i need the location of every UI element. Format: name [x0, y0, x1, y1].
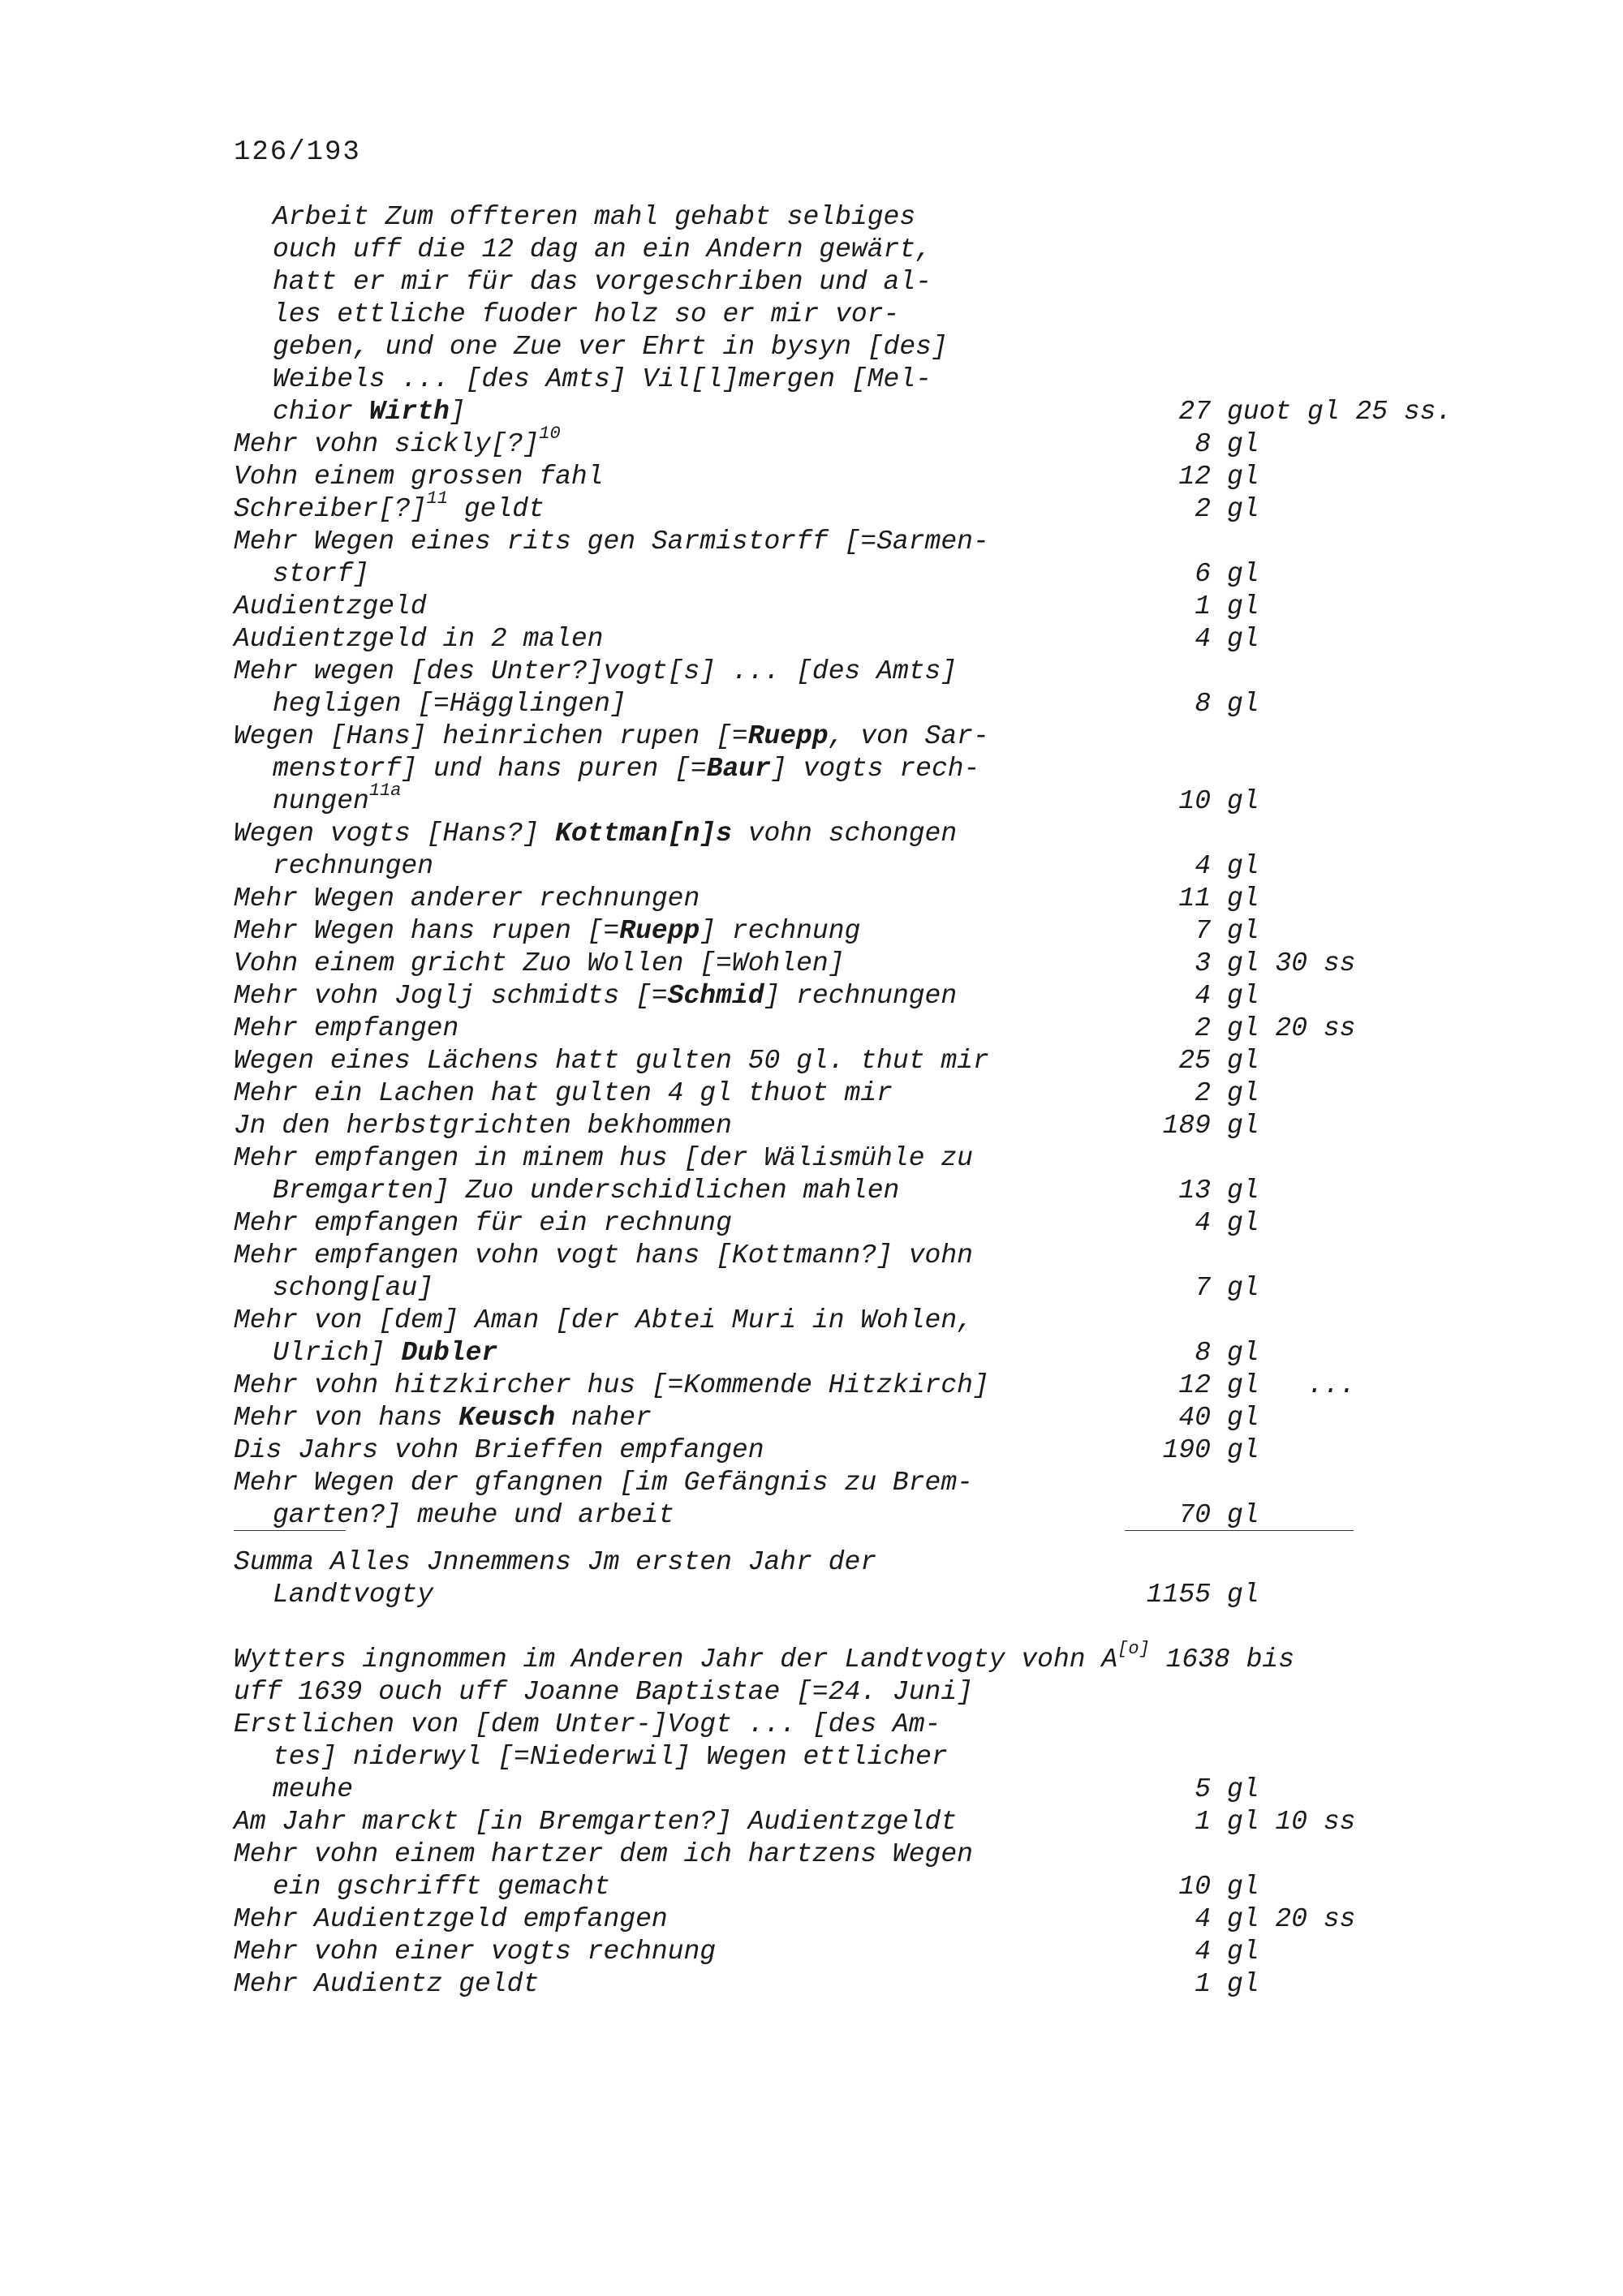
- page-number: 126/193: [234, 137, 361, 168]
- ledger-line: [234, 1774, 1500, 1806]
- amount-unit: gl 20 ss: [1227, 1013, 1356, 1043]
- ledger-line: [234, 1936, 1500, 1968]
- spacer: [234, 1611, 1500, 1644]
- entry-amount: [1113, 1369, 1355, 1402]
- entry-text: Ulrich] Dubler: [273, 1338, 498, 1368]
- entry-amount: [1113, 785, 1259, 818]
- entry-amount: [1113, 396, 1452, 428]
- ledger-line: [234, 591, 1500, 623]
- entry-amount: [1113, 1871, 1259, 1903]
- amount-number: 12: [1178, 462, 1211, 492]
- ledger-line: [234, 396, 1500, 428]
- ledger-line: [234, 1402, 1500, 1434]
- amount-unit: gl: [1227, 1046, 1259, 1076]
- amount-number: 7: [1195, 916, 1211, 946]
- ledger-line: [234, 461, 1500, 493]
- amount-unit: gl: [1227, 624, 1259, 654]
- ledger-line: [234, 1110, 1500, 1142]
- entry-text: Wegen eines Lächens hatt gulten 50 gl. thut mir: [234, 1046, 989, 1076]
- amount-number: 40: [1178, 1403, 1211, 1433]
- ledger-line: [234, 234, 1500, 266]
- amount-unit: gl: [1227, 1111, 1259, 1141]
- entry-amount: [1113, 1175, 1259, 1207]
- entry-text: Mehr von [dem] Aman [der Abtei Muri in Wohlen,: [234, 1305, 973, 1335]
- entry-amount: [1113, 1499, 1259, 1532]
- entry-text: Mehr wegen [des Unter?]vogt[s] ... [des Amts]: [234, 656, 958, 686]
- amount-number: 27: [1178, 397, 1211, 427]
- ledger-line: [234, 948, 1500, 980]
- ledger-line: [234, 1240, 1500, 1272]
- amount-unit: gl: [1227, 1580, 1259, 1610]
- ledger-line: [234, 1741, 1500, 1774]
- ledger-line: [234, 720, 1500, 753]
- entry-text: rechnungen: [273, 851, 434, 881]
- amount-number: 10: [1178, 786, 1211, 816]
- amount-number: 1155: [1146, 1580, 1211, 1610]
- amount-number: 4: [1195, 1904, 1211, 1934]
- entry-text: Wegen [Hans] heinrichen rupen [=Ruepp, von Sar-: [234, 721, 989, 751]
- amount-unit: gl: [1227, 1078, 1259, 1108]
- entry-amount: [1113, 1903, 1355, 1936]
- amount-unit: gl: [1227, 884, 1259, 914]
- entry-amount: [1113, 1402, 1259, 1434]
- entry-text: uff 1639 ouch uff Joanne Baptistae [=24. Juni]: [234, 1677, 973, 1707]
- amount-number: 190: [1162, 1435, 1211, 1465]
- entry-amount: [1113, 493, 1259, 526]
- amount-number: 70: [1178, 1500, 1211, 1530]
- entry-text: Mehr ein Lachen hat gulten 4 gl thuot mir: [234, 1078, 893, 1108]
- entry-amount: [1113, 1968, 1259, 2001]
- entry-text: Mehr empfangen für ein rechnung: [234, 1208, 732, 1238]
- ledger-line: [234, 850, 1500, 883]
- amount-unit: guot gl 25 ss.: [1227, 397, 1453, 427]
- entry-amount: [1113, 1272, 1259, 1305]
- entry-amount: [1113, 1045, 1259, 1077]
- amount-unit: gl: [1227, 429, 1259, 459]
- ledger-line: [234, 1272, 1500, 1305]
- ledger-line: [234, 558, 1500, 591]
- amount-unit: gl: [1227, 1937, 1259, 1967]
- amount-number: 2: [1195, 494, 1211, 524]
- entry-text: ouch uff die 12 dag an ein Andern gewärt,: [273, 234, 932, 264]
- entry-amount: [1113, 948, 1355, 980]
- entry-text: Jn den herbstgrichten bekhommen: [234, 1111, 732, 1141]
- entry-amount: [1113, 1013, 1355, 1045]
- amount-number: 189: [1162, 1111, 1211, 1141]
- amount-unit: gl: [1227, 1208, 1259, 1238]
- amount-unit: gl: [1227, 591, 1259, 621]
- ledger-line: [234, 1903, 1500, 1936]
- ledger-line: [234, 1871, 1500, 1903]
- amount-number: 7: [1195, 1273, 1211, 1303]
- amount-unit: gl 20 ss: [1227, 1904, 1356, 1934]
- entry-text: Am Jahr marckt [in Bremgarten?] Audientzgeldt: [234, 1807, 958, 1837]
- amount-unit: gl: [1227, 1273, 1259, 1303]
- entry-text: Bremgarten] Zuo underschidlichen mahlen: [273, 1176, 900, 1206]
- ledger-line: [234, 753, 1500, 785]
- ledger-block-first-year: [234, 201, 1500, 1532]
- ledger-line: [234, 201, 1500, 234]
- entry-text: Weibels ... [des Amts] Vil[l]mergen [Mel-: [273, 364, 932, 394]
- entry-text: Mehr Wegen der gfangnen [im Gefängnis zu Brem-: [234, 1468, 973, 1498]
- amount-number: 5: [1195, 1774, 1211, 1804]
- ledger-line: [234, 1013, 1500, 1045]
- entry-text: garten?] meuhe und arbeit: [273, 1500, 675, 1530]
- ledger-line: [234, 488, 1500, 526]
- amount-number: 2: [1195, 1078, 1211, 1108]
- ledger-line: [234, 1838, 1500, 1871]
- entry-text: Mehr Wegen hans rupen [=Ruepp] rechnung: [234, 916, 861, 946]
- amount-number: 2: [1195, 1013, 1211, 1043]
- entry-text: Summa Alles Jnnemmens Jm ersten Jahr der: [234, 1547, 877, 1577]
- ledger-line: [234, 1045, 1500, 1077]
- entry-amount: [1113, 1077, 1259, 1110]
- entry-amount: [1113, 688, 1259, 720]
- entry-text: Mehr vohn einem hartzer dem ich hartzens Wegen: [234, 1839, 973, 1869]
- amount-unit: gl: [1227, 1338, 1259, 1368]
- entry-text: menstorf] und hans puren [=Baur] vogts rech-: [273, 754, 980, 784]
- ledger-line: [234, 1579, 1500, 1611]
- entry-amount: [1113, 1806, 1355, 1838]
- ledger-line: [234, 363, 1500, 396]
- ledger-line: [234, 915, 1500, 948]
- ledger-line: [234, 1676, 1500, 1709]
- amount-unit: gl: [1227, 462, 1259, 492]
- entry-text: Mehr empfangen vohn vogt hans [Kottmann?] vohn: [234, 1240, 973, 1271]
- ledger-line: [234, 688, 1500, 720]
- entry-text: Mehr empfangen: [234, 1013, 459, 1043]
- amount-unit: gl: [1227, 1403, 1259, 1433]
- amount-unit: gl: [1227, 1872, 1259, 1902]
- entry-text: les ettliche fuoder holz so er mir vor-: [273, 299, 900, 329]
- entry-amount: [1113, 1110, 1259, 1142]
- entry-text: Mehr vohn sickly[?]$^{10}$: [234, 424, 561, 459]
- amount-number: 4: [1195, 981, 1211, 1011]
- entry-amount: [1113, 558, 1259, 591]
- amount-number: 12: [1178, 1370, 1211, 1400]
- entry-amount: [1113, 883, 1259, 915]
- entry-amount: [1113, 591, 1259, 623]
- left-rule: [234, 1530, 346, 1531]
- entry-text: Erstlichen von [dem Unter-]Vogt ... [des Am-: [234, 1709, 941, 1739]
- entry-amount: [1113, 1434, 1259, 1467]
- entry-amount: [1113, 1936, 1259, 1968]
- ledger-line: [234, 1499, 1500, 1532]
- entry-text: Mehr vohn Joglj schmidts [=Schmid] rechnungen: [234, 981, 958, 1011]
- amount-unit: gl: [1227, 916, 1259, 946]
- entry-text: Wegen vogts [Hans?] Kottman[n]s vohn schongen: [234, 819, 958, 849]
- entry-text: Audientzgeld: [234, 591, 427, 621]
- entry-text: Mehr von hans Keusch naher: [234, 1403, 652, 1433]
- ledger-line: [234, 1968, 1500, 2001]
- entry-text: meuhe: [273, 1774, 354, 1804]
- amount-unit: gl: [1227, 559, 1259, 589]
- ledger-line: [234, 818, 1500, 850]
- amount-unit: gl: [1227, 1774, 1259, 1804]
- entry-text: Mehr Audientzgeld empfangen: [234, 1904, 668, 1934]
- amount-unit: gl ...: [1227, 1370, 1356, 1400]
- amount-number: 1: [1195, 1807, 1211, 1837]
- ledger-line: [234, 424, 1500, 461]
- ledger-line: [234, 1305, 1500, 1337]
- entry-text: storf]: [273, 559, 369, 589]
- ledger-line: [234, 1806, 1500, 1838]
- ledger-line: [234, 266, 1500, 299]
- right-rule: [1125, 1530, 1354, 1531]
- entry-amount: [1113, 1579, 1259, 1611]
- amount-unit: gl: [1227, 1969, 1259, 1999]
- amount-number: 4: [1195, 851, 1211, 881]
- amount-unit: gl: [1227, 1435, 1259, 1465]
- ledger-sum-first-year: [234, 1546, 1500, 1611]
- ledger-line: [234, 1709, 1500, 1741]
- amount-number: 4: [1195, 624, 1211, 654]
- entry-amount: [1113, 850, 1259, 883]
- ledger-line: [234, 1175, 1500, 1207]
- amount-unit: gl: [1227, 1500, 1259, 1530]
- entry-text: Audientzgeld in 2 malen: [234, 624, 604, 654]
- entry-text: schong[au]: [273, 1273, 434, 1303]
- entry-amount: [1113, 1207, 1259, 1240]
- ledger-line: [234, 299, 1500, 331]
- ledger-line: [234, 1434, 1500, 1467]
- amount-number: 6: [1195, 559, 1211, 589]
- ledger-line: [234, 1369, 1500, 1402]
- amount-unit: gl: [1227, 786, 1259, 816]
- ledger-line: [234, 526, 1500, 558]
- entry-text: Landtvogty: [273, 1580, 434, 1610]
- amount-unit: gl 30 ss: [1227, 948, 1356, 978]
- ledger-line: [234, 1077, 1500, 1110]
- entry-amount: [1113, 461, 1259, 493]
- amount-number: 3: [1195, 948, 1211, 978]
- entry-text: hegligen [=Hägglingen]: [273, 689, 626, 719]
- entry-amount: [1113, 428, 1259, 461]
- entry-text: Mehr empfangen in minem hus [der Wälismühle zu: [234, 1143, 973, 1173]
- entry-text: tes] niderwyl [=Niederwil] Wegen ettlicher: [273, 1742, 948, 1772]
- ledger-line: [234, 780, 1500, 818]
- entry-text: Schreiber[?]$^{11}$ geldt: [234, 488, 545, 524]
- entry-text: ein gschrifft gemacht: [273, 1872, 610, 1902]
- amount-unit: gl 10 ss: [1227, 1807, 1356, 1837]
- entry-text: Mehr Audientz geldt: [234, 1969, 540, 1999]
- ledger-line: [234, 331, 1500, 363]
- ledger-line: [234, 656, 1500, 688]
- amount-number: 8: [1195, 429, 1211, 459]
- entry-text: Arbeit Zum offteren mahl gehabt selbiges: [273, 202, 916, 232]
- ledger-line: [234, 1467, 1500, 1499]
- amount-unit: gl: [1227, 494, 1259, 524]
- sum-divider: [234, 1532, 1500, 1546]
- entry-text: Mehr vohn hitzkircher hus [=Kommende Hitzkirch]: [234, 1370, 989, 1400]
- entry-text: geben, und one Zue ver Ehrt in bysyn [des]: [273, 332, 948, 362]
- ledger-line: [234, 883, 1500, 915]
- amount-number: 11: [1178, 884, 1211, 914]
- entry-amount: [1113, 1337, 1259, 1369]
- entry-text: hatt er mir für das vorgeschriben und al-: [273, 267, 932, 297]
- amount-unit: gl: [1227, 1176, 1259, 1206]
- amount-unit: gl: [1227, 689, 1259, 719]
- entry-text: nungen$^{11a}$: [273, 780, 402, 816]
- ledger-line: [234, 1337, 1500, 1369]
- entry-amount: [1113, 1774, 1259, 1806]
- amount-number: 13: [1178, 1176, 1211, 1206]
- entry-text: Vohn einem grossen fahl: [234, 462, 604, 492]
- amount-number: 4: [1195, 1937, 1211, 1967]
- ledger-line: [234, 980, 1500, 1013]
- ledger-line: [234, 623, 1500, 656]
- entry-text: Vohn einem gricht Zuo Wollen [=Wohlen]: [234, 948, 845, 978]
- ledger-line: [234, 1207, 1500, 1240]
- entry-text: Wytters ingnommen im Anderen Jahr der Landtvogty vohn A[o] 1638 bis: [234, 1639, 1295, 1675]
- ledger-body: [234, 201, 1500, 2001]
- amount-number: 10: [1178, 1872, 1211, 1902]
- entry-text: Dis Jahrs vohn Brieffen empfangen: [234, 1435, 764, 1465]
- amount-number: 4: [1195, 1208, 1211, 1238]
- amount-number: 8: [1195, 689, 1211, 719]
- amount-number: 1: [1195, 591, 1211, 621]
- ledger-block-second-year: [234, 1639, 1500, 2001]
- entry-text: Mehr Wegen anderer rechnungen: [234, 884, 700, 914]
- ledger-line: [234, 1639, 1500, 1676]
- amount-unit: gl: [1227, 851, 1259, 881]
- amount-number: 25: [1178, 1046, 1211, 1076]
- amount-unit: gl: [1227, 981, 1259, 1011]
- entry-amount: [1113, 980, 1259, 1013]
- ledger-line: [234, 1546, 1500, 1579]
- entry-amount: [1113, 623, 1259, 656]
- amount-number: 1: [1195, 1969, 1211, 1999]
- amount-number: 8: [1195, 1338, 1211, 1368]
- entry-text: Mehr vohn einer vogts rechnung: [234, 1937, 717, 1967]
- entry-text: chior Wirth]: [273, 397, 466, 427]
- entry-amount: [1113, 915, 1259, 948]
- entry-text: Mehr Wegen eines rits gen Sarmistorff [=Sarmen-: [234, 527, 989, 557]
- ledger-line: [234, 1142, 1500, 1175]
